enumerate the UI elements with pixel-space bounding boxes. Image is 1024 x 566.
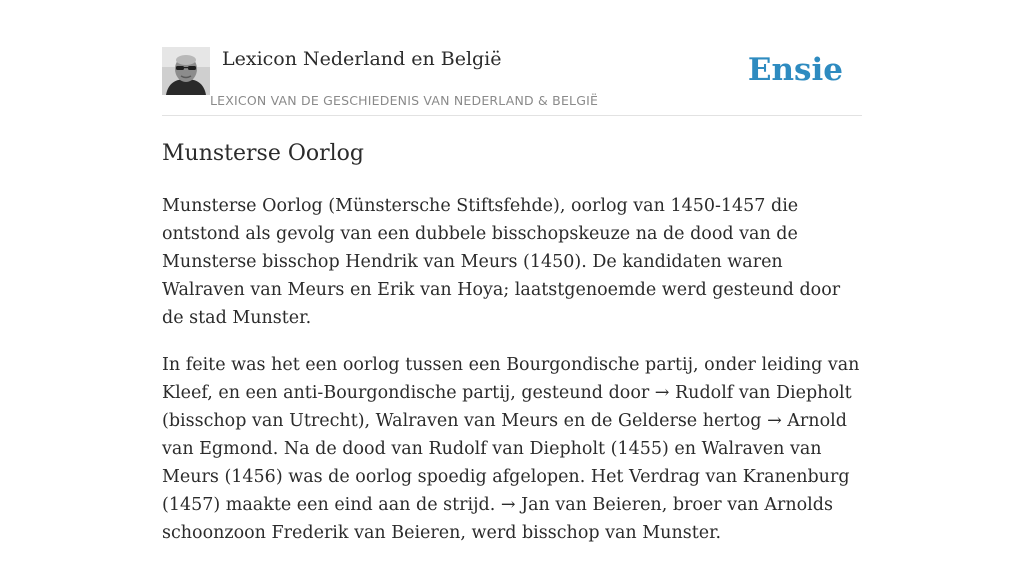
author-name[interactable]: Lexicon Nederland en België — [222, 48, 502, 70]
header — [162, 46, 862, 116]
avatar[interactable] — [162, 47, 210, 95]
page-title: Munsterse Oorlog — [162, 141, 364, 166]
link-rudolf-van-diepholt[interactable]: → Rudolf van Diepholt — [654, 383, 852, 403]
paragraph-2 — [162, 351, 862, 547]
article-body — [162, 192, 862, 566]
ensie-logo[interactable]: Ensie — [747, 52, 843, 88]
person-photo-icon — [162, 47, 210, 95]
paragraph-2-text-1: In feite was het een oorlog tussen een Bourgondische partij, onder leiding van Kleef, en een anti-Bourgondische partij, gesteund door — [162, 355, 860, 403]
author-tagline: LEXICON VAN DE GESCHIEDENIS VAN NEDERLAND & BELGIË — [210, 93, 599, 108]
link-arnold-van-egmond[interactable]: → Arnold van Egmond — [162, 411, 847, 459]
paragraph-2-text-3: . Na de dood van Rudolf van Diepholt (1455) en Walraven van Meurs (1456) was de oorlog spoedig afgelopen. Het Verdrag van Kranenburg (1457) maakte een eind aan de strijd. — [162, 439, 850, 515]
paragraph-1: Munsterse Oorlog (Münstersche Stiftsfehde), oorlog van 1450-1457 die ontstond als gevolg van een dubbele bisschopskeuze na de dood van de Munsterse bisschop Hendrik van Meurs (1450). De kandidaten waren Walraven van Meurs en Erik van Hoya; laatstgenoemde werd gesteund door de stad Munster. — [162, 196, 841, 328]
paragraph-2-text-4: , broer van Arnolds schoonzoon Frederik van Beieren, werd bisschop van Munster. — [162, 495, 833, 543]
paragraph-2-text-2: (bisschop van Utrecht), Walraven van Meurs en de Gelderse hertog — [162, 411, 768, 431]
link-jan-van-beieren[interactable]: → Jan van Beieren — [500, 495, 662, 515]
